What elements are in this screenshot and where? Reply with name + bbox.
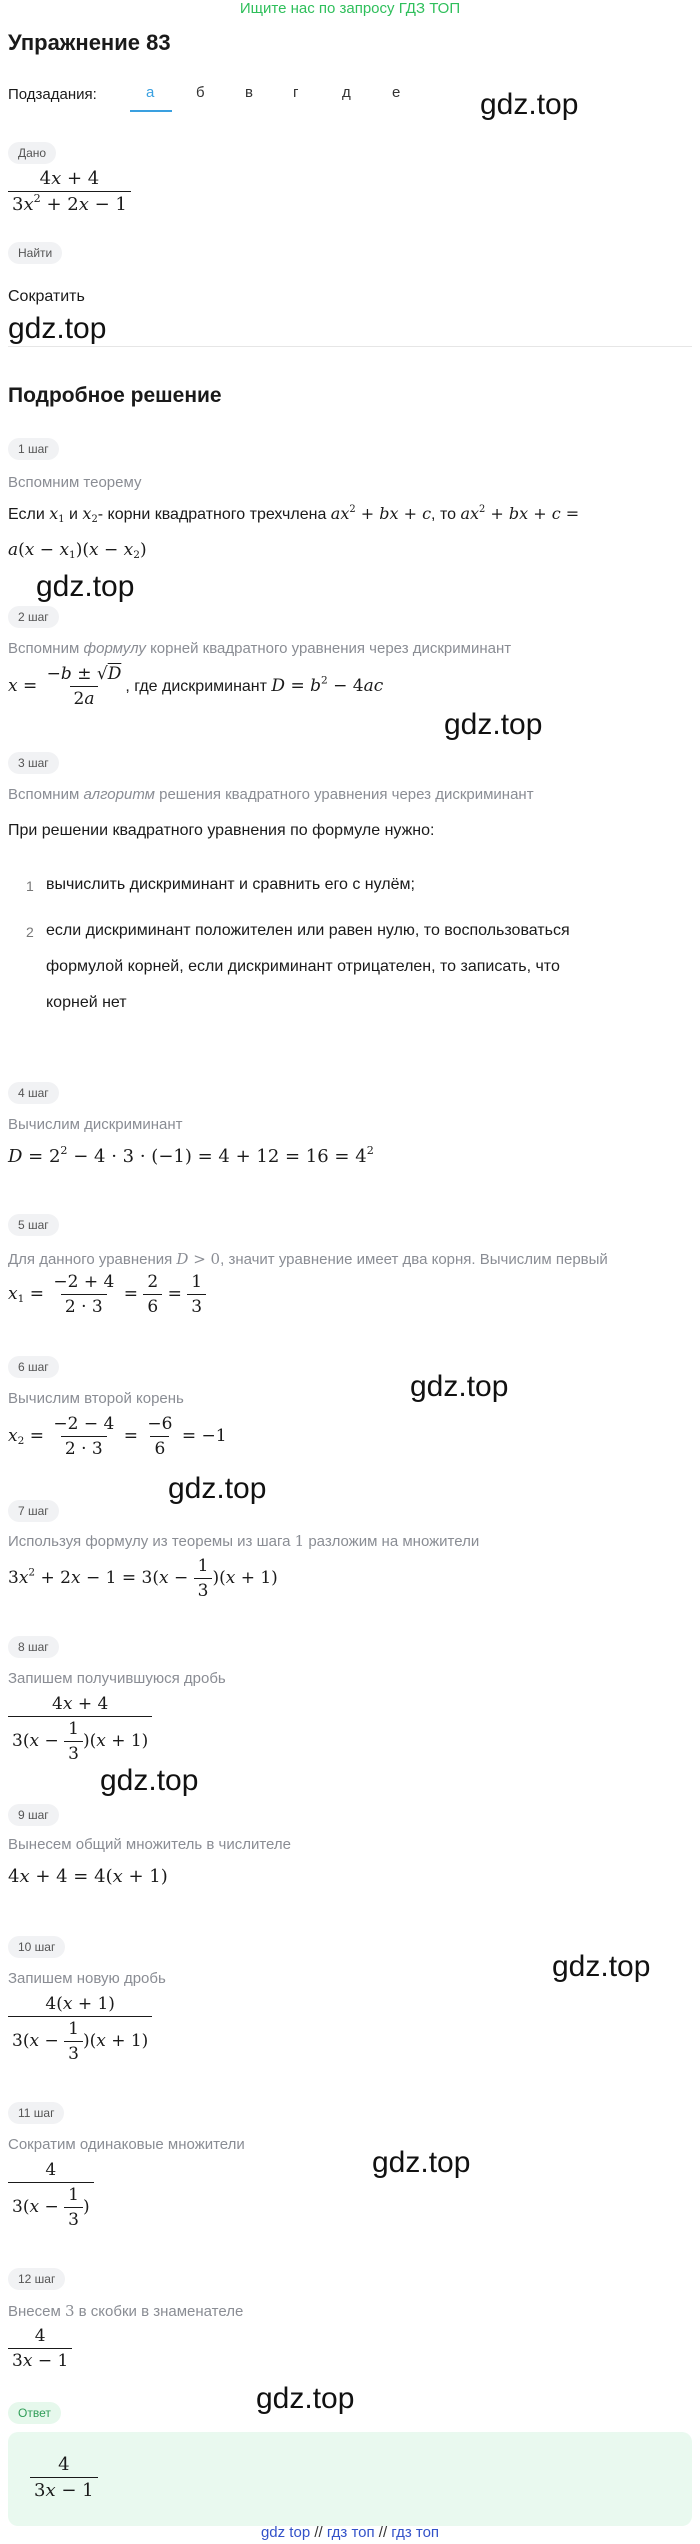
find-badge: Найти bbox=[8, 242, 62, 264]
watermark: gdz.top bbox=[256, 2382, 355, 2415]
list-item: если дискриминант положителен или равен нулю, то воспользоваться bbox=[46, 922, 570, 939]
divider bbox=[8, 346, 692, 347]
step-title: Запишем получившуюся дробь bbox=[8, 1670, 226, 1687]
step-badge: 7 шаг bbox=[8, 1500, 59, 1522]
footer bbox=[0, 2524, 700, 2541]
step-title: Вспомним алгоритм решения квадратного уравнения через дискриминант bbox=[8, 786, 534, 803]
step4-discriminant: $D = 2^2 - 4 \cdot 3 \cdot (-1) = 4 + 12 = 16 = 4^2$ bbox=[8, 1144, 374, 1167]
step-title: Используя формулу из теоремы из шага 1 разложим на множители bbox=[8, 1532, 480, 1550]
step-title: Сократим одинаковые множители bbox=[8, 2136, 245, 2153]
step-title: Запишем новую дробь bbox=[8, 1970, 166, 1987]
footer-link-gdz-top-ru[interactable]: гдз топ bbox=[326, 2524, 375, 2541]
step-badge: 9 шаг bbox=[8, 1804, 59, 1826]
step-badge: 4 шаг bbox=[8, 1082, 59, 1104]
step11-fraction: 4 3(x − $\frac{1}{3}$ ) bbox=[8, 2160, 94, 2230]
watermark: gdz.top bbox=[552, 1950, 651, 1983]
step3-text: При решении квадратного уравнения по формуле нужно: bbox=[8, 822, 435, 839]
step-title: Внесем 3 в скобки в знаменателе bbox=[8, 2302, 244, 2320]
watermark: gdz.top bbox=[36, 570, 135, 603]
step-badge: 2 шаг bbox=[8, 606, 59, 628]
step-title: Вспомним теорему bbox=[8, 474, 142, 491]
subtasks-label: Подзадания: bbox=[8, 86, 97, 103]
step9-factor: 4x + 4 = 4(x + 1) bbox=[8, 1866, 168, 1887]
step-badge: 10 шаг bbox=[8, 1936, 65, 1958]
footer-link-gdz-top-ru-2[interactable]: гдз топ bbox=[391, 2524, 440, 2541]
top-banner: Ищите нас по запросу ГДЗ ТОП bbox=[239, 0, 461, 17]
tab-d[interactable]: д bbox=[342, 84, 351, 101]
step1-theorem-line1: Если $x_1$ и $x_2-$ корни квадратного трехчлена $ax^2$ + bx + c, то $ax^2$ + bx + c = bbox=[8, 504, 580, 525]
given-badge: Дано bbox=[8, 142, 56, 164]
tab-g[interactable]: г bbox=[293, 84, 299, 101]
page-title: Упражнение 83 bbox=[8, 30, 171, 55]
answer-box bbox=[8, 2432, 692, 2526]
given-fraction: $\frac{4x + 4}{3x^2 + 2x - 1}$ bbox=[8, 168, 131, 215]
footer-separator: // bbox=[310, 2524, 327, 2541]
answer-badge: Ответ bbox=[8, 2402, 61, 2424]
tab-e[interactable]: е bbox=[392, 84, 401, 101]
find-text: Сократить bbox=[8, 288, 85, 305]
step-badge: 12 шаг bbox=[8, 2268, 65, 2290]
watermark: gdz.top bbox=[100, 1764, 199, 1797]
step7-factorization: $3x^2 + 2x - 1 = 3(x$ − $\frac{1}{3}$ )(x + 1) bbox=[8, 1556, 278, 1601]
list-number: 2 bbox=[26, 924, 34, 940]
step2-formula: x = $\frac{-b \pm √D}{2a}$ , где дискриминант $D = b^2 - 4ac$ bbox=[8, 664, 384, 709]
footer-separator: // bbox=[374, 2524, 392, 2541]
step-badge: 8 шаг bbox=[8, 1636, 59, 1658]
list-item: корней нет bbox=[46, 994, 127, 1011]
solution-title: Подробное решение bbox=[8, 384, 222, 407]
tab-v[interactable]: в bbox=[245, 84, 253, 101]
step-title: Вспомним формулу корней квадратного уравнения через дискриминант bbox=[8, 640, 512, 657]
step-title: Для данного уравнения D > 0, значит уравнение имеет два корня. Вычислим первый bbox=[8, 1250, 608, 1268]
step-badge: 1 шаг bbox=[8, 438, 59, 460]
step-title: Вычислим дискриминант bbox=[8, 1116, 183, 1133]
watermark: gdz.top bbox=[480, 88, 579, 121]
watermark: gdz.top bbox=[444, 708, 543, 741]
tab-a-underline bbox=[130, 110, 172, 112]
watermark: gdz.top bbox=[372, 2146, 471, 2179]
tab-b[interactable]: б bbox=[196, 84, 205, 101]
watermark: gdz.top bbox=[410, 1370, 509, 1403]
step12-fraction: $\frac{4}{3x - 1}$ bbox=[8, 2326, 72, 2371]
step-badge: 6 шаг bbox=[8, 1356, 59, 1378]
step-title: Вычислим второй корень bbox=[8, 1390, 184, 1407]
step10-fraction: 4(x + 1) 3(x − $\frac{1}{3}$ )(x + 1) bbox=[8, 1994, 152, 2064]
answer-fraction: $\frac{4}{3x - 1}$ bbox=[30, 2454, 98, 2501]
step-title: Вынесем общий множитель в числителе bbox=[8, 1836, 292, 1853]
list-item: вычислить дискриминант и сравнить его с нулём; bbox=[46, 876, 415, 893]
watermark: gdz.top bbox=[8, 312, 107, 345]
step-badge: 5 шаг bbox=[8, 1214, 59, 1236]
step-badge: 11 шаг bbox=[8, 2102, 64, 2124]
step5-x1: $x_1$ = $\frac{-2 + 4}{2 \cdot 3}$ = $\frac{2}{6}$ = $\frac{1}{3}$ bbox=[8, 1272, 206, 1317]
watermark: gdz.top bbox=[168, 1472, 267, 1505]
step1-theorem-line2: $a(x - x_1)(x - x_2)$ bbox=[8, 540, 147, 562]
step8-fraction: 4x + 4 3(x − $\frac{1}{3}$ )(x + 1) bbox=[8, 1694, 152, 1764]
footer-link-gdz-top[interactable]: gdz top bbox=[260, 2524, 311, 2541]
step-badge: 3 шаг bbox=[8, 752, 59, 774]
list-item: формулой корней, если дискриминант отрицателен, то записать, что bbox=[46, 958, 560, 975]
step6-x2: $x_2$ = $\frac{-2 - 4}{2 \cdot 3}$ = $\frac{-6}{6}$ = −1 bbox=[8, 1414, 227, 1459]
list-number: 1 bbox=[26, 878, 34, 894]
tab-a[interactable]: а bbox=[146, 84, 155, 101]
